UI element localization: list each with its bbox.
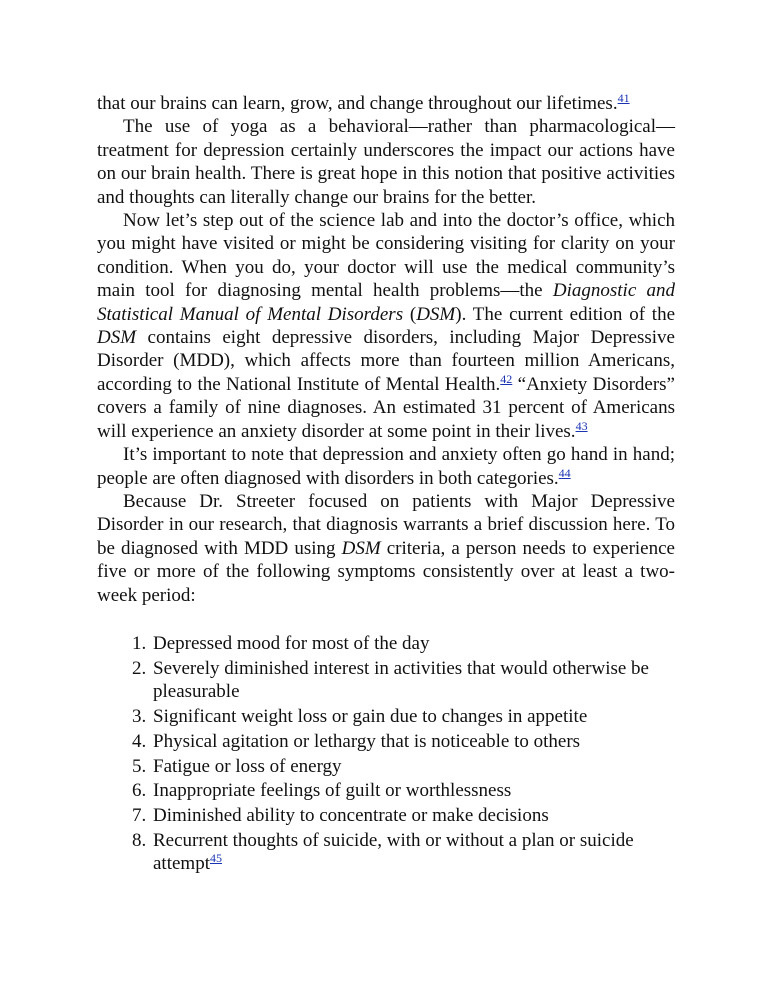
footnote-link-41[interactable]: 41 [617, 91, 630, 105]
list-number: 3. [132, 706, 147, 727]
list-number: 7. [132, 805, 147, 827]
body-text [97, 92, 675, 607]
paragraph-continuation [97, 92, 675, 115]
list-number: 1. [132, 633, 147, 654]
list-item-text: Severely diminished interest in activities that would otherwise be pleasurable [153, 657, 649, 703]
abbreviation-italic: DSM [341, 537, 381, 559]
symptom-list [97, 632, 675, 877]
list-item [97, 632, 675, 655]
paragraph-text: Now let’s step out of the science lab and into the doctor’s office, which you might have visited or might be considering visiting for clarity on your condition. When you do, your doctor will use the medical community’s main tool for diagnosing mental health problems—the [97, 210, 675, 302]
abbreviation-italic: DSM [97, 327, 137, 349]
list-item [97, 804, 675, 827]
footnote-link-44[interactable]: 44 [558, 465, 571, 480]
list-item [97, 829, 675, 876]
paragraph-dsm [97, 209, 675, 443]
paragraph-mdd-criteria [97, 490, 675, 607]
list-item-text: Significant weight loss or gain due to changes in appetite [153, 706, 588, 727]
list-item-text: Depressed mood for most of the day [153, 633, 430, 654]
list-item-text: Inappropriate feelings of guilt or worthlessness [153, 780, 512, 802]
list-item-text: Diminished ability to concentrate or make decisions [153, 805, 549, 827]
list-number: 8. [132, 829, 147, 851]
book-title-italic: Diagnostic and Statistical Manual of Mental Disorders [97, 280, 676, 325]
paragraph-text: The use of yoga as a behavioral—rather than pharmacological—treatment for depression certainly underscores the impact our actions have on our brain health. There is great hope in this notion that positive activities and thoughts can literally change our brains for the better. [97, 116, 675, 208]
paragraph-yoga [97, 115, 675, 209]
paragraph-text: ). The current edition of the [455, 303, 675, 325]
list-item [97, 755, 675, 778]
list-item [97, 779, 675, 802]
footnote-link-42[interactable]: 42 [500, 371, 513, 386]
paragraph-text: Because Dr. Streeter focused on patients with Major Depressive Disorder in our research, that diagnosis warrants a brief discussion here. To be diagnosed with MDD using [97, 490, 675, 559]
list-item [97, 705, 675, 728]
abbreviation-italic: DSM [416, 303, 456, 325]
paragraph-text: “Anxiety Disorders” covers a family of nine diagnoses. An estimated 31 percent of Americans will experience an anxiety disorder at some point in their lives. [97, 373, 675, 442]
list-number: 6. [132, 780, 147, 802]
footnote-ref-43 [576, 419, 588, 433]
list-number: 5. [132, 755, 147, 777]
list-item-text: Physical agitation or lethargy that is noticeable to others [153, 730, 581, 752]
footnote-ref-41 [618, 91, 630, 105]
footnote-link-43[interactable]: 43 [575, 418, 588, 433]
paragraph-text: ( [403, 303, 417, 325]
list-number: 4. [132, 730, 147, 752]
footnote-link-45[interactable]: 45 [209, 851, 222, 866]
paragraph-text: that our brains can learn, grow, and change throughout our lifetimes. [97, 93, 618, 114]
list-number: 2. [132, 657, 147, 679]
list-item [97, 730, 675, 753]
paragraph-comorbidity [97, 443, 675, 490]
footnote-ref-45 [210, 851, 222, 865]
paragraph-text: criteria, a person needs to experience five or more of the following symptoms consistently over at least a two-week period: [97, 537, 675, 606]
paragraph-text: It’s important to note that depression and anxiety often go hand in hand; people are often diagnosed with disorders in both categories. [97, 444, 675, 489]
list-item-text: Fatigue or loss of energy [153, 755, 342, 777]
paragraph-text: contains eight depressive disorders, including Major Depressive Disorder (MDD), which affects more than fourteen million Americans, according to the National Institute of Mental Health. [97, 327, 675, 395]
footnote-ref-44 [559, 466, 571, 480]
list-item-text: Recurrent thoughts of suicide, with or without a plan or suicide attempt [153, 829, 634, 875]
list-item [97, 657, 675, 704]
footnote-ref-42 [500, 372, 512, 386]
